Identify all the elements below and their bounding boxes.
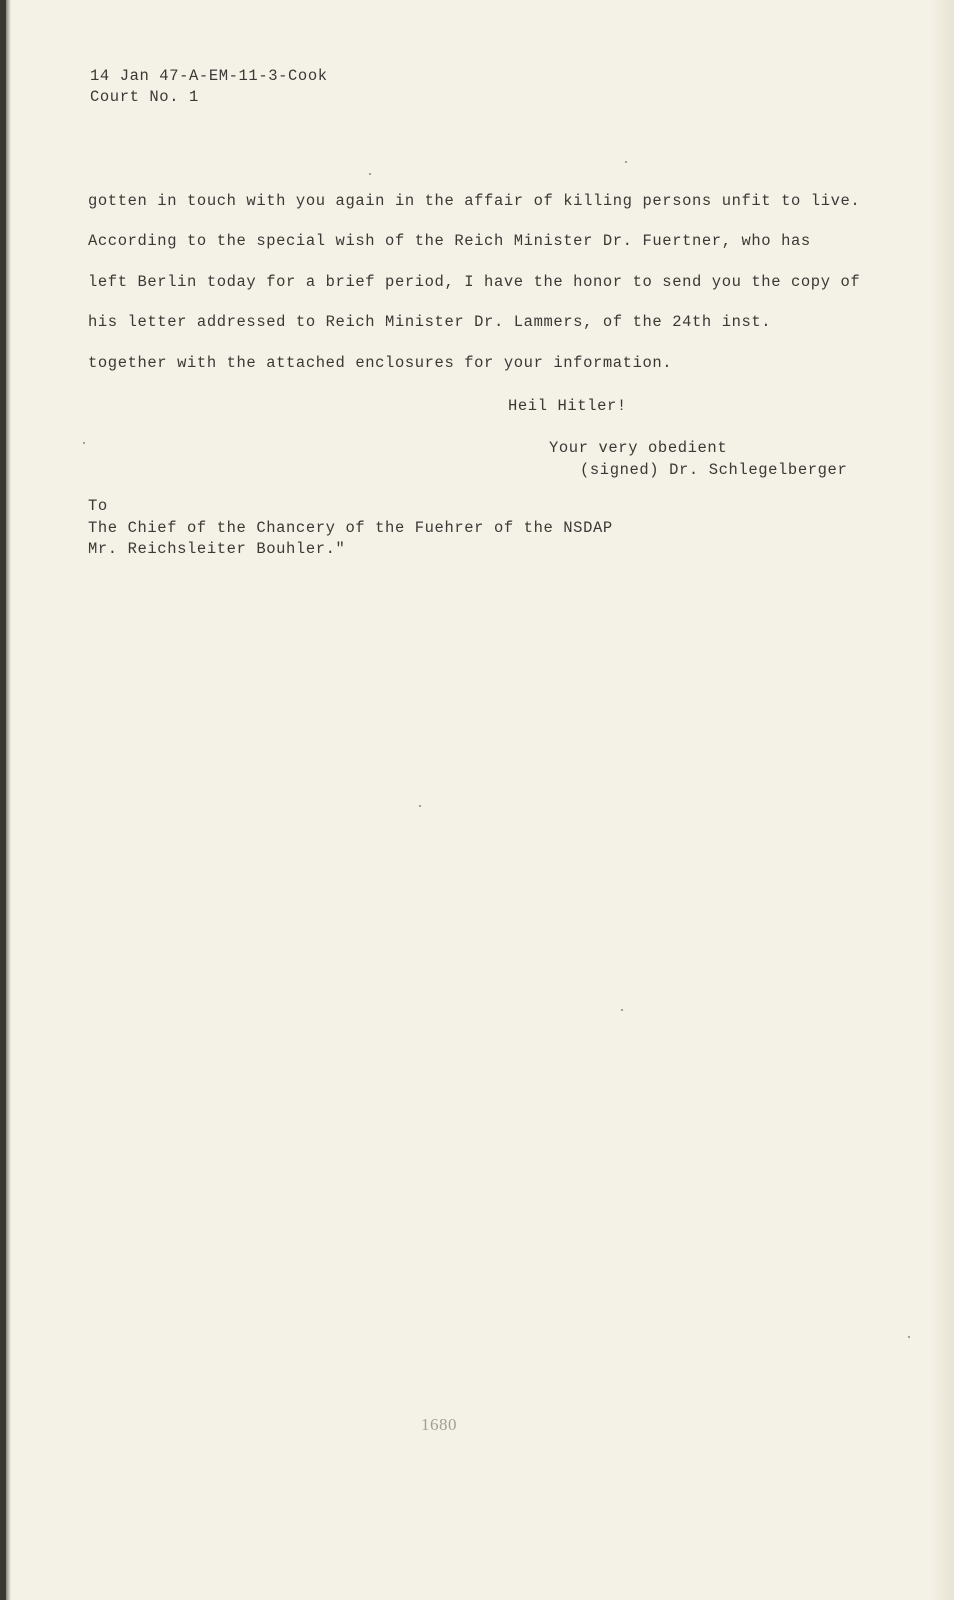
document-reference: 14 Jan 47-A-EM-11-3-Cook: [90, 67, 328, 85]
recipient-line-2: Mr. Reichsleiter Bouhler.": [88, 540, 346, 558]
body-line-2: According to the special wish of the Reich Minister Dr. Fuertner, who has: [88, 232, 811, 250]
paper-speck: [83, 442, 85, 444]
page-right-edge: [930, 0, 954, 1600]
court-number: Court No. 1: [90, 88, 199, 106]
page-number: 1680: [421, 1415, 457, 1434]
paper-speck: [369, 173, 371, 175]
recipient-to: To: [88, 497, 108, 515]
paper-speck: [621, 1009, 623, 1011]
body-line-5: together with the attached enclosures for your information.: [88, 354, 673, 372]
valediction: Your very obedient: [549, 439, 728, 457]
signature-line: (signed) Dr. Schlegelberger: [580, 461, 848, 479]
paper-speck: [419, 805, 421, 807]
body-line-1: gotten in touch with you again in the affair of killing persons unfit to live.: [88, 192, 861, 210]
recipient-line-1: The Chief of the Chancery of the Fuehrer of the NSDAP: [88, 519, 613, 537]
paper-speck: [908, 1336, 910, 1338]
page-edge-shadow: [6, 0, 11, 1600]
body-line-3: left Berlin today for a brief period, I have the honor to send you the copy of: [88, 273, 861, 291]
greeting: Heil Hitler!: [508, 397, 627, 415]
paper-speck: [625, 161, 627, 163]
body-line-4: his letter addressed to Reich Minister Dr. Lammers, of the 24th inst.: [88, 313, 772, 331]
